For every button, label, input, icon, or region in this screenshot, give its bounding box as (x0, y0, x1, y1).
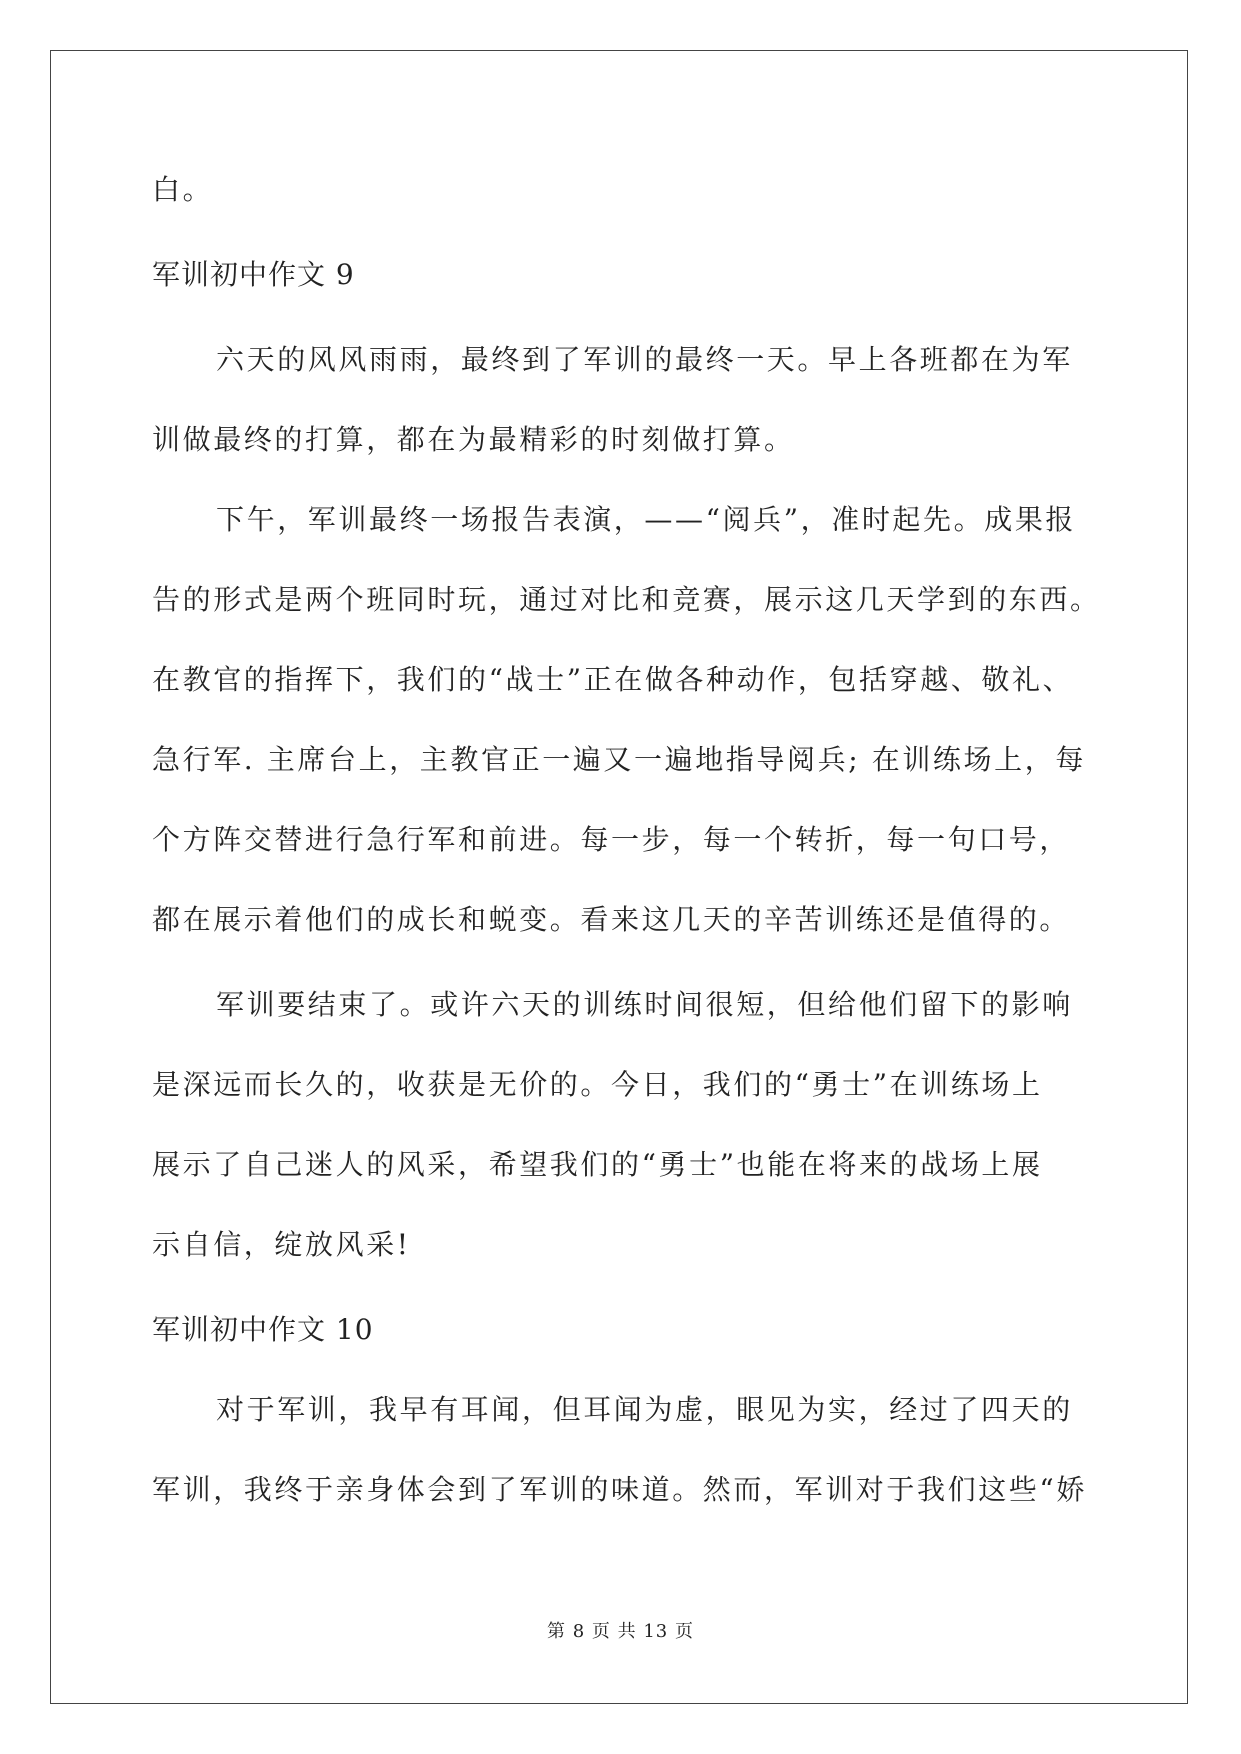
paragraph-line: 在教官的指挥下，我们的“战士”正在做各种动作，包括穿越、敬礼、 (152, 663, 1074, 696)
paragraph-line: 六天的风风雨雨，最终到了军训的最终一天。早上各班都在为军 (216, 343, 1073, 376)
paragraph-line: 都在展示着他们的成长和蜕变。看来这几天的辛苦训练还是值得的。 (152, 903, 1071, 936)
paragraph-line: 展示了自己迷人的风采，希望我们的“勇士”也能在将来的战场上展 (152, 1148, 1043, 1181)
paragraph-line: 训做最终的打算，都在为最精彩的时刻做打算。 (152, 423, 795, 456)
paragraph-line: 是深远而长久的，收获是无价的。今日，我们的“勇士”在训练场上 (152, 1068, 1043, 1101)
section-heading: 军训初中作文 9 (152, 258, 355, 291)
paragraph-line: 告的形式是两个班同时玩，通过对比和竞赛，展示这几天学到的东西。 (152, 583, 1101, 616)
paragraph-line: 军训，我终于亲身体会到了军训的味道。然而，军训对于我们这些“娇 (152, 1473, 1087, 1506)
paragraph-line: 下午，军训最终一场报告表演，——“阅兵”，准时起先。成果报 (216, 503, 1077, 536)
page-border (50, 50, 1188, 1704)
paragraph-line: 急行军. 主席台上，主教官正一遍又一遍地指导阅兵; 在训练场上，每 (152, 743, 1086, 776)
page-number-footer: 第 8 页 共 13 页 (547, 1621, 694, 1642)
paragraph-line: 示自信，绽放风采! (152, 1228, 411, 1261)
paragraph-line: 对于军训，我早有耳闻，但耳闻为虚，眼见为实，经过了四天的 (216, 1393, 1073, 1426)
paragraph-line: 个方阵交替进行急行军和前进。每一步，每一个转折，每一句口号， (152, 823, 1071, 856)
paragraph-line: 军训要结束了。或许六天的训练时间很短，但给他们留下的影响 (216, 988, 1073, 1021)
section-heading: 军训初中作文 10 (152, 1313, 374, 1346)
paragraph-line: 白。 (152, 173, 214, 206)
